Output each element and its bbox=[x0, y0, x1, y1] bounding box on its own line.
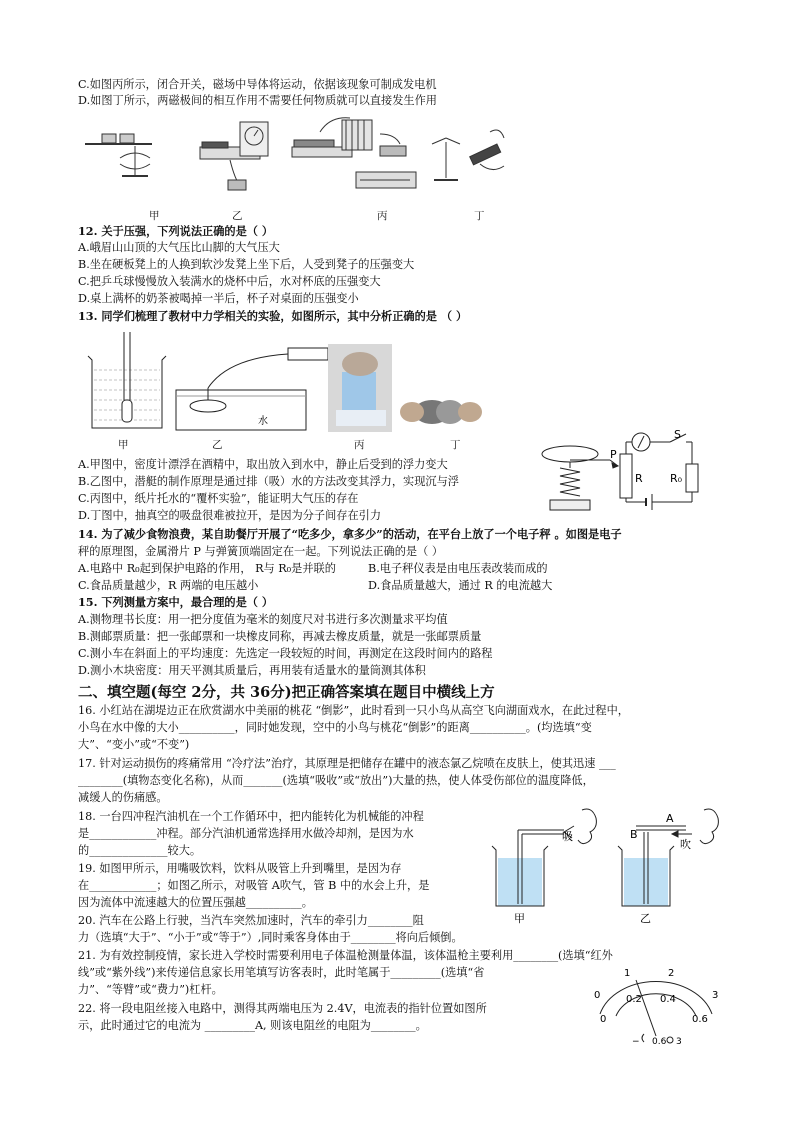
q13-fig-label-ding: 丁 bbox=[450, 439, 461, 451]
q19-line3: 因为流体中流速越大的位置压强越__________。 bbox=[78, 896, 313, 909]
fig-jia-beaker bbox=[88, 332, 166, 428]
q11-figures bbox=[80, 112, 510, 204]
fig-ding-photo bbox=[400, 400, 482, 424]
q13-fig-label-bing: 丙 bbox=[354, 439, 365, 451]
q12-option-d: D.桌上满杯的奶茶被喝掉一半后，杯子对桌面的压强变小 bbox=[78, 292, 359, 305]
q16-line2: 小鸟在水中像的大小__________，同时她发现，空中的小鸟与桃花“倒影”的距离__________。(均选填“变 bbox=[78, 721, 592, 734]
q22-line2: 示，此时通过它的电流为 _________A, 则该电阻丝的电阻为________。 bbox=[78, 1019, 427, 1032]
q17-line3: 减缓人的伤痛感。 bbox=[78, 791, 168, 804]
ammeter-outer-3: 3 bbox=[712, 990, 719, 1001]
fig-bing-photo bbox=[328, 344, 392, 432]
ammeter-inner-06: 0.6 bbox=[692, 1014, 708, 1025]
q13-fig-label-yi: 乙 bbox=[212, 439, 223, 451]
q11-fig-label-ding: 丁 bbox=[474, 210, 485, 222]
fig-yi-water-label: 水 bbox=[258, 416, 268, 427]
ammeter-outer-1: 1 bbox=[624, 968, 631, 979]
q15-option-c: C.测小车在斜面上的平均速度：先选定一段较短的时间，再测定在这段时间内的路程 bbox=[78, 647, 493, 660]
q22-line1: 22. 将一段电阻丝接入电路中，测得其两端电压为 2.4V，电流表的指针位置如图所 bbox=[78, 1002, 487, 1015]
q13-option-b: B.乙图中，潜艇的制作原理是通过排（吸）水的方法改变其浮力，实现沉与浮 bbox=[78, 475, 459, 488]
q18-line2: 是____________冲程。部分汽油机通常选择用水做冷却剂，是因为水 bbox=[78, 827, 414, 840]
q15-stem: 15. 下列测量方案中，最合理的是（ ） bbox=[78, 595, 274, 609]
q12-option-c: C.把乒乓球慢慢放入装满水的烧杯中后，水对杯底的压强变大 bbox=[78, 275, 381, 288]
ammeter-terminal-3: 3 bbox=[676, 1037, 682, 1047]
q14-option-b: B.电子秤仪表是由电压表改装而成的 bbox=[368, 562, 548, 575]
fig-bing-motor bbox=[292, 118, 416, 188]
fig-jia-magnet bbox=[85, 134, 152, 176]
straw-fig-label-b: B bbox=[630, 828, 638, 841]
q13-stem: 13. 同学们梳理了教材中力学相关的实验，如图所示，其中分析正确的是 （ ） bbox=[78, 309, 468, 323]
q12-option-a: A.峨眉山山顶的大气压比山脚的大气压大 bbox=[78, 241, 280, 254]
q21-line3: 力”、“等臂”或“费力”)杠杆。 bbox=[78, 983, 223, 996]
q13-fig-label-jia: 甲 bbox=[118, 439, 129, 451]
ammeter-terminal-06: 0.6 bbox=[652, 1037, 667, 1047]
straw-figures bbox=[490, 796, 726, 926]
q11-fig-label-bing: 丙 bbox=[377, 210, 388, 222]
q21-line1: 21. 为有效控制疫情，家长进入学校时需要利用电子体温枪测量体温，该体温枪主要利用________(选填“红外 bbox=[78, 949, 613, 962]
circuit-label-s: S bbox=[674, 428, 681, 441]
q11-fig-label-yi: 乙 bbox=[232, 210, 243, 222]
circuit-label-r0: R₀ bbox=[670, 472, 683, 485]
q18-line1: 18. 一台四冲程汽油机在一个工作循环中，把内能转化为机械能的冲程 bbox=[78, 810, 424, 823]
scale-circuit-figure bbox=[540, 430, 720, 516]
q11-fig-label-jia: 甲 bbox=[149, 210, 160, 222]
q14-option-d: D.食品质量越大，通过 R 的电流越大 bbox=[368, 579, 553, 592]
q13-figures bbox=[80, 330, 460, 435]
q19-line2: 在____________；如图乙所示，对吸管 A吹气，管 B 中的水会上升，是 bbox=[78, 879, 430, 892]
ammeter-outer-0: 0 bbox=[594, 990, 601, 1001]
q14-option-a: A.电路中 R₀起到保护电路的作用， R与 R₀是并联的 bbox=[78, 562, 336, 575]
q14-stem-line2: 秤的原理图，金属滑片 P 与弹簧顶端固定在一起。下列说法正确的是（ ） bbox=[78, 545, 444, 558]
q17-line2: ________(填物态变化名称)，从而_______(选填“吸收”或“放出”)大量的热，使人体受伤部位的温度降低， bbox=[78, 774, 594, 787]
q20-line2: 力（选填“大于”、“小于”或“等于”）,同时乘客身体由于________将向后倾倒。 bbox=[78, 931, 463, 944]
straw-fig-suck-label: 吸 bbox=[562, 830, 573, 843]
q14-stem-line1: 14. 为了减少食物浪费，某自助餐厅开展了“吃多少，拿多少”的活动，在平台上放了一个电子秤 。如图是电子 bbox=[78, 527, 622, 541]
q13-option-d: D.丁图中，抽真空的吸盘很难被拉开，是因为分子间存在引力 bbox=[78, 509, 382, 522]
straw-fig-blow-label: 吹 bbox=[680, 838, 691, 851]
q16-line3: 大”、“变小”或“不变”) bbox=[78, 738, 190, 751]
q13-option-c: C.丙图中，纸片托水的“覆杯实验”，能证明大气压的存在 bbox=[78, 492, 359, 505]
q13-option-a: A.甲图中，密度计漂浮在酒精中，取出放入到水中，静止后受到的浮力变大 bbox=[78, 458, 448, 471]
q19-line1: 19. 如图甲所示，用嘴吸饮料，饮料从吸管上升到嘴里，是因为存 bbox=[78, 862, 402, 875]
circuit-label-p: P bbox=[610, 448, 617, 461]
q17-line1: 17. 针对运动损伤的疼痛常用 “冷疗法”治疗，其原理是把储存在罐中的液态氯乙烷喷在皮肤上，使其迅速 ___ bbox=[78, 757, 616, 770]
q18-line3: 的______________较大。 bbox=[78, 844, 202, 857]
ammeter-inner-04: 0.4 bbox=[660, 994, 676, 1005]
q15-option-a: A.测物理书长度：用一把分度值为毫米的刻度尺对书进行多次测量求平均值 bbox=[78, 613, 448, 626]
ammeter-figure bbox=[586, 964, 726, 1046]
ammeter-terminal-neg: − bbox=[632, 1037, 640, 1047]
ammeter-outer-2: 2 bbox=[668, 968, 675, 979]
ammeter-inner-02: 0.2 bbox=[626, 994, 642, 1005]
section-2-heading: 二、填空题(每空 2分，共 36分)把正确答案填在题目中横线上方 bbox=[78, 684, 495, 701]
q20-line1: 20. 汽车在公路上行驶，当汽车突然加速时，汽车的牵引力________阻 bbox=[78, 914, 424, 927]
q12-stem: 12. 关于压强，下列说法正确的是（ ） bbox=[78, 224, 274, 238]
straw-fig-label-jia: 甲 bbox=[514, 912, 525, 925]
straw-fig-label-a: A bbox=[666, 812, 674, 825]
straw-fig-label-yi: 乙 bbox=[640, 912, 651, 925]
fig-yi-compass bbox=[200, 122, 268, 190]
q11-option-d: D.如图丁所示，两磁极间的相互作用不需要任何物质就可以直接发生作用 bbox=[78, 94, 437, 107]
ammeter-inner-0: 0 bbox=[600, 1014, 607, 1025]
circuit-label-r: R bbox=[635, 472, 643, 485]
q16-line1: 16. 小红站在湖堤边正在欣赏湖水中美丽的桃花 “倒影”，此时看到一只小鸟从高空飞向湖面戏水，在此过程中， bbox=[78, 704, 629, 717]
q21-line2: 线”或“紫外线”)来传递信息家长用笔填写访客表时，此时笔属于_________(选填“省 bbox=[78, 966, 485, 979]
q15-option-d: D.测小木块密度：用天平测其质量后，再用装有适量水的量筒测其体积 bbox=[78, 664, 426, 677]
q15-option-b: B.测邮票质量：把一张邮票和一块橡皮同称，再减去橡皮质量，就是一张邮票质量 bbox=[78, 630, 482, 643]
q11-option-c: C.如图丙所示，闭合开关，磁场中导体将运动，依据该现象可制成发电机 bbox=[78, 78, 437, 91]
fig-ding-needle bbox=[432, 130, 504, 180]
q14-option-c: C.食品质量越少，R 两端的电压越小 bbox=[78, 579, 259, 592]
q12-option-b: B.坐在硬板凳上的人换到软沙发凳上坐下后，人受到凳子的压强变大 bbox=[78, 258, 415, 271]
